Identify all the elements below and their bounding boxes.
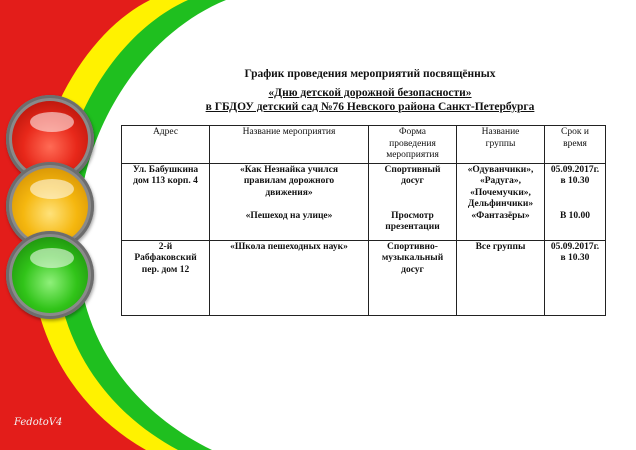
schedule-table xyxy=(121,125,606,316)
cell-time xyxy=(545,163,606,240)
header-groups xyxy=(457,126,545,164)
heading-line-1: График проведения мероприятий посвящённых xyxy=(244,68,496,80)
cell-address xyxy=(122,240,210,315)
table-row xyxy=(122,163,606,240)
header-groups-line: Название xyxy=(481,127,520,137)
header-form-line: проведения xyxy=(389,138,436,149)
cell-groups xyxy=(457,240,545,315)
form-line: музыкальный xyxy=(381,253,444,263)
cell-groups xyxy=(457,163,545,240)
header-event-text: Название мероприятия xyxy=(242,127,336,137)
event-line: правилам дорожного xyxy=(243,176,335,186)
header-address-text: Адрес xyxy=(152,127,179,137)
groups-line: «Почемучки», xyxy=(470,187,531,198)
event-line: «Как Незнайка учился xyxy=(240,164,338,175)
cell-form xyxy=(369,163,457,240)
author-signature: FedotoV4 xyxy=(14,417,63,428)
glare xyxy=(30,112,74,132)
form-line: досуг xyxy=(401,264,424,275)
groups-line: «Одуванчики», xyxy=(467,164,534,175)
groups-line: «Радуга», xyxy=(479,176,522,186)
header-event xyxy=(210,126,369,164)
spacer xyxy=(371,199,454,211)
heading-line-2: «Дню детской дорожной безопасности» xyxy=(268,87,472,99)
form-line: Спортивно- xyxy=(387,241,438,252)
address-line: 2-й xyxy=(158,241,173,252)
cell-time xyxy=(545,240,606,315)
header-form-line: мероприятия xyxy=(386,150,439,160)
cell-event xyxy=(210,240,369,315)
address-line: дом 113 корп. 4 xyxy=(133,176,198,186)
form-line: Просмотр xyxy=(391,210,434,221)
green-light xyxy=(6,231,94,319)
time-line: В 10.00 xyxy=(559,210,591,221)
event-line: «Школа пешеходных наук» xyxy=(230,241,348,252)
groups-line: «Фантазёры» xyxy=(471,210,530,221)
header-address xyxy=(122,126,210,164)
event-line: «Пешеход на улице» xyxy=(245,210,333,221)
glare xyxy=(30,179,74,199)
time-line: 05.09.2017г. xyxy=(550,241,600,252)
time-line: 05.09.2017г. xyxy=(550,164,600,175)
spacer xyxy=(547,188,603,200)
document-heading xyxy=(120,67,620,114)
form-line: презентации xyxy=(385,222,440,232)
header-time-line: время xyxy=(563,138,587,149)
header-form xyxy=(369,126,457,164)
spacer xyxy=(371,188,454,200)
header-form-line: Форма xyxy=(398,127,427,137)
cell-form xyxy=(369,240,457,315)
heading-line-3: в ГБДОУ детский сад №76 Невского района Санкт-Петербурга xyxy=(205,101,535,113)
spacer xyxy=(212,199,366,211)
cell-address xyxy=(122,163,210,240)
spacer xyxy=(547,199,603,211)
table-row xyxy=(122,240,606,315)
address-line: Ул. Бабушкина xyxy=(132,164,199,175)
header-time-line: Срок и xyxy=(561,127,589,137)
time-line: в 10.30 xyxy=(560,253,590,263)
event-line: движения» xyxy=(265,187,313,198)
address-line: пер. дом 12 xyxy=(141,264,190,275)
green-lens xyxy=(12,237,88,313)
header-time xyxy=(545,126,606,164)
form-line: Спортивный xyxy=(384,164,441,175)
groups-line: Дельфинчики» xyxy=(467,199,534,209)
time-line: в 10.30 xyxy=(560,176,590,186)
glare xyxy=(30,248,74,268)
cell-event xyxy=(210,163,369,240)
header-groups-line: группы xyxy=(485,138,516,149)
form-line: досуг xyxy=(401,176,424,186)
table-header-row xyxy=(122,126,606,164)
address-line: Рабфаковский xyxy=(134,253,197,263)
groups-line: Все группы xyxy=(475,241,526,252)
